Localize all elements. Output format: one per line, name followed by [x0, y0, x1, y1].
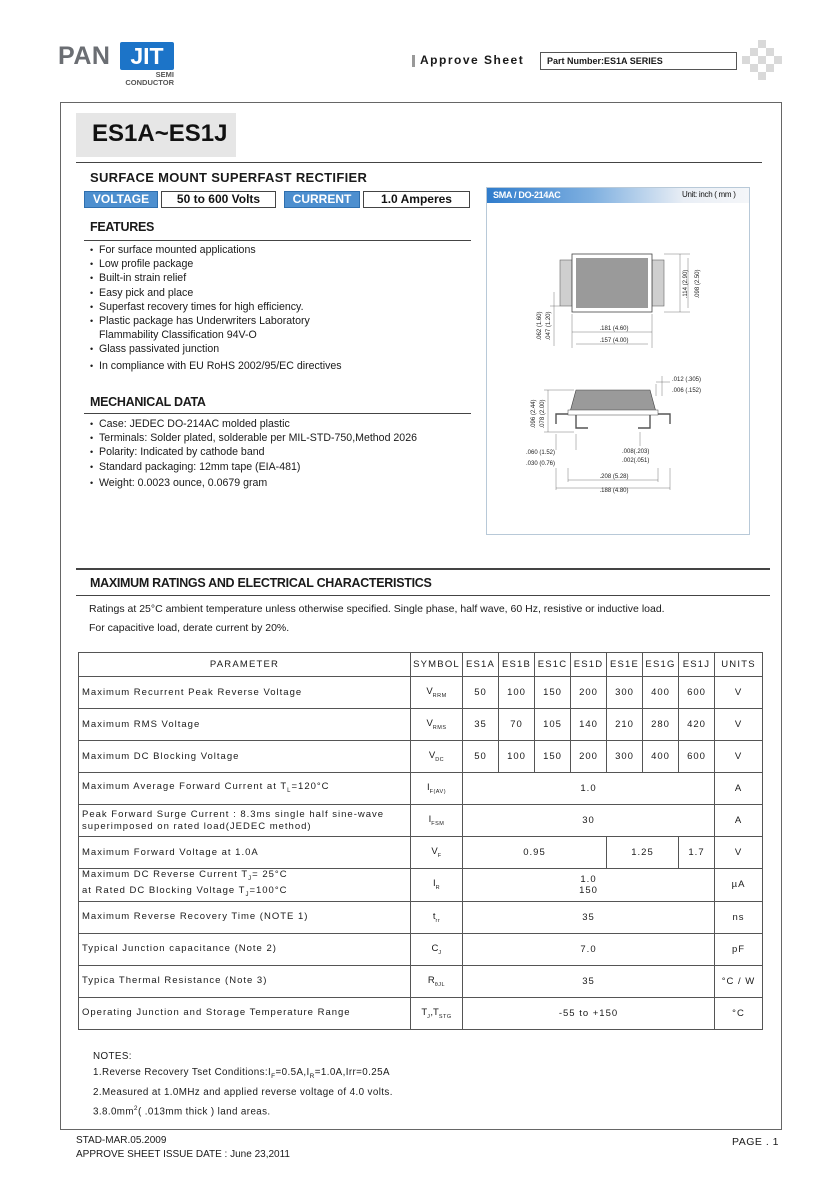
title-divider — [76, 162, 762, 163]
cell-value: 420 — [679, 709, 715, 741]
top-view-body — [576, 258, 648, 308]
cell-value: 600 — [679, 741, 715, 773]
notes-section — [93, 1049, 393, 1120]
cell-unit: A — [715, 805, 763, 837]
header-symbol: SYMBOL — [411, 653, 463, 677]
ratings-note-1: Ratings at 25°C ambient temperature unless otherwise specified. Single phase, half wave, 60 Hz, resistive or inductive load. — [89, 603, 665, 615]
cell-value: 1.0 150 — [463, 869, 715, 902]
package-unit: Unit: inch ( mm ) — [682, 190, 736, 199]
side-view-body — [570, 390, 656, 412]
note-3: $3.8.0mm^2$( .013mm thick ) land areas. — [93, 1104, 271, 1118]
cell-unit: A — [715, 773, 763, 805]
logo-pan-text: PAN — [58, 42, 111, 70]
header-es1d: ES1D — [571, 653, 607, 677]
dim-k: .060 (1.52) — [526, 450, 556, 456]
cell-unit: V — [715, 709, 763, 741]
table-row — [79, 773, 763, 805]
cell-value: 300 — [607, 741, 643, 773]
note-1: 1.Reverse Recovery Tset $Conditions:I_F=0.5A,I_R=1.0A,Irr=0.25A$ — [93, 1067, 390, 1080]
table-row — [79, 741, 763, 773]
ratings-table — [78, 652, 763, 1030]
dim-j: .078 (2.00) — [540, 399, 546, 429]
dim-n: .002(.051) — [622, 458, 650, 464]
table-row — [79, 805, 763, 837]
param-rth: Typica Thermal Resistance (Note 3) — [79, 965, 411, 997]
table-row — [79, 997, 763, 1029]
table-row — [79, 901, 763, 933]
dim-p: .188 (4.80) — [599, 488, 629, 494]
current-label-tag: CURRENT — [284, 191, 360, 208]
param-vrrm: Maximum Recurrent Peak Reverse Voltage — [79, 677, 411, 709]
cell-value: 1.7 — [679, 837, 715, 869]
header-es1e: ES1E — [607, 653, 643, 677]
top-view-lead-right — [652, 260, 664, 306]
voltage-value-tag: 50 to 600 Volts — [161, 191, 276, 208]
dim-d: .047 (1.20) — [546, 311, 552, 341]
cell-value: 35 — [463, 709, 499, 741]
product-title: ES1A~ES1J — [92, 120, 228, 147]
note-2: 2.Measured at 1.0MHz and applied reverse voltage of 4.0 volts. — [93, 1086, 393, 1098]
param-ifav: Maximum Average Forward Current at $T_L=120^\circ C$ — [79, 773, 411, 805]
symbol-ifav: $I_{F(AV)}$ — [411, 773, 463, 805]
param-ifsm: Peak Forward Surge Current : 8.3ms single half sine-wave superimposed on rated load(JEDEC method) — [79, 805, 411, 837]
cell-value: 50 — [463, 677, 499, 709]
footer-stad: STAD-MAR.05.2009 — [76, 1135, 167, 1146]
feature-item: • Built-in strain relief — [90, 271, 342, 285]
side-view-lead-right — [638, 414, 670, 428]
cell-unit: V — [715, 677, 763, 709]
ratings-rule — [76, 595, 770, 596]
cell-unit: V — [715, 741, 763, 773]
side-view — [526, 376, 701, 494]
header-es1g: ES1G — [643, 653, 679, 677]
symbol-rth: $R_{\theta JL}$ — [411, 965, 463, 997]
cell-unit: ns — [715, 901, 763, 933]
cell-value: 400 — [643, 677, 679, 709]
cell-value: 50 — [463, 741, 499, 773]
cell-value: 600 — [679, 677, 715, 709]
mechanical-list — [90, 417, 417, 490]
logo-conductor-text: CONDUCTOR — [125, 78, 174, 87]
cell-value: 140 — [571, 709, 607, 741]
dim-f: .157 (4.00) — [599, 338, 629, 344]
features-heading: FEATURES — [90, 220, 155, 234]
symbol-vrrm: $V_{RRM}$ — [411, 677, 463, 709]
cell-value: 400 — [643, 741, 679, 773]
symbol-vdc: $V_{DC}$ — [411, 741, 463, 773]
cell-value: 200 — [571, 741, 607, 773]
dim-o: .208 (5.28) — [599, 474, 629, 480]
ratings-note-2: For capacitive load, derate current by 20%. — [89, 621, 290, 634]
feature-item: • Low profile package — [90, 257, 342, 271]
table-row — [79, 677, 763, 709]
dim-e: .181 (4.60) — [599, 326, 629, 332]
symbol-vrms: $V_{RMS}$ — [411, 709, 463, 741]
ratings-heading: MAXIMUM RATINGS AND ELECTRICAL CHARACTERISTICS — [90, 576, 432, 590]
cell-value: 100 — [499, 741, 535, 773]
mechanical-heading: MECHANICAL DATA — [90, 395, 206, 409]
top-view-lead-left — [560, 260, 572, 306]
mechanical-item: • Polarity: Indicated by cathode band — [90, 445, 417, 459]
header-es1a: ES1A — [463, 653, 499, 677]
feature-item: • Glass passivated junction — [90, 342, 342, 356]
cell-value: 0.95 — [463, 837, 607, 869]
cell-value: 35 — [463, 901, 715, 933]
cell-value: 30 — [463, 805, 715, 837]
footer-issue-date: APPROVE SHEET ISSUE DATE : June 23,2011 — [76, 1149, 290, 1160]
logo-semiconductor — [120, 71, 174, 87]
current-value-tag: 1.0 Amperes — [363, 191, 470, 208]
header-parameter: PARAMETER — [79, 653, 411, 677]
cell-value: 70 — [499, 709, 535, 741]
param-trr: Maximum Reverse Recovery Time (NOTE 1) — [79, 901, 411, 933]
approve-bar-mark — [412, 55, 415, 67]
cell-value: 280 — [643, 709, 679, 741]
package-outline-drawing — [490, 206, 746, 526]
header-units: UNITS — [715, 653, 763, 677]
symbol-ir: $I_R$ — [411, 869, 463, 902]
table-row — [79, 933, 763, 965]
cell-value: 7.0 — [463, 933, 715, 965]
mechanical-item: • Standard packaging: 12mm tape (EIA-481) — [90, 460, 417, 474]
param-vrms: Maximum RMS Voltage — [79, 709, 411, 741]
header-es1c: ES1C — [535, 653, 571, 677]
table-row — [79, 709, 763, 741]
table-row — [79, 965, 763, 997]
dim-h: .006 (.152) — [672, 388, 702, 394]
package-name: SMA / DO-214AC — [493, 190, 561, 200]
cell-unit: V — [715, 837, 763, 869]
part-number-box: Part Number:ES1A SERIES — [540, 52, 737, 70]
footer-page-number: PAGE . 1 — [732, 1136, 779, 1148]
header-es1j: ES1J — [679, 653, 715, 677]
cell-unit: µA — [715, 869, 763, 902]
feature-item: • Superfast recovery times for high efficiency. — [90, 300, 342, 314]
approve-sheet-text: Approve Sheet — [420, 53, 525, 67]
symbol-trr: $t_{rr}$ — [411, 901, 463, 933]
checker-decoration — [742, 40, 782, 80]
header-es1b: ES1B — [499, 653, 535, 677]
panjit-logo — [58, 40, 188, 88]
features-rule — [84, 240, 471, 241]
dim-m: .008(.203) — [622, 449, 650, 455]
cell-unit: pF — [715, 933, 763, 965]
ratings-conditions — [89, 600, 665, 637]
cell-value: 100 — [499, 677, 535, 709]
symbol-ifsm: $I_{FSM}$ — [411, 805, 463, 837]
footer-left — [76, 1134, 290, 1162]
param-tj: Operating Junction and Storage Temperature Range — [79, 997, 411, 1029]
dim-b: .098 (2.50) — [695, 269, 701, 299]
feature-item-continued: Flammability Classification 94V-O — [99, 329, 257, 342]
cell-unit: °C — [715, 997, 763, 1029]
param-vdc: Maximum DC Blocking Voltage — [79, 741, 411, 773]
cell-value: 1.25 — [607, 837, 679, 869]
cell-value: 105 — [535, 709, 571, 741]
logo-jit-text: JIT — [120, 42, 174, 70]
symbol-cj: $C_J$ — [411, 933, 463, 965]
mechanical-item: • Weight: 0.0023 ounce, 0.0679 gram — [90, 476, 417, 490]
feature-item: • Easy pick and place — [90, 286, 342, 300]
cell-value: 300 — [607, 677, 643, 709]
dim-a: .114 (2.90) — [683, 269, 689, 299]
mechanical-rule — [84, 413, 471, 414]
table-row — [79, 869, 763, 902]
feature-item: • Plastic package has Underwriters Laboratory — [90, 314, 342, 328]
top-view — [537, 254, 701, 348]
notes-heading: NOTES: — [93, 1051, 132, 1062]
cell-value: 1.0 — [463, 773, 715, 805]
dim-l: .030 (0.76) — [526, 461, 556, 467]
mechanical-item: • Terminals: Solder plated, solderable per MIL-STD-750,Method 2026 — [90, 431, 417, 445]
cell-value: 35 — [463, 965, 715, 997]
dim-c: .062 (1.60) — [537, 311, 543, 341]
side-view-lead-left — [556, 414, 588, 428]
table-header-row — [79, 653, 763, 677]
cell-value: 210 — [607, 709, 643, 741]
cell-value: 200 — [571, 677, 607, 709]
cell-value: 150 — [535, 677, 571, 709]
mechanical-item: • Case: JEDEC DO-214AC molded plastic — [90, 417, 417, 431]
logo-semi-text: SEMI — [155, 70, 174, 79]
voltage-label-tag: VOLTAGE — [84, 191, 158, 208]
symbol-tj: $T_J,T_{STG}$ — [411, 997, 463, 1029]
feature-item: • For surface mounted applications — [90, 243, 342, 257]
product-subtitle: SURFACE MOUNT SUPERFAST RECTIFIER — [90, 170, 368, 185]
symbol-vf: $V_F$ — [411, 837, 463, 869]
cell-value: 150 — [535, 741, 571, 773]
table-row — [79, 837, 763, 869]
features-list — [90, 243, 342, 373]
ratings-top-rule — [76, 568, 770, 570]
param-vf: Maximum Forward Voltage at 1.0A — [79, 837, 411, 869]
dim-g: .012 (.305) — [672, 377, 702, 383]
feature-item: • In compliance with EU RoHS 2002/95/EC directives — [90, 359, 342, 373]
cell-value: -55 to +150 — [463, 997, 715, 1029]
dim-i: .096 (2.44) — [531, 399, 537, 429]
cell-unit: °C / W — [715, 965, 763, 997]
param-cj: Typical Junction capacitance (Note 2) — [79, 933, 411, 965]
param-ir: Maximum DC Reverse Current $T_J= 25^\circ C$ at Rated DC Blocking Voltage $T_J=100^\circ C$ — [79, 869, 411, 902]
